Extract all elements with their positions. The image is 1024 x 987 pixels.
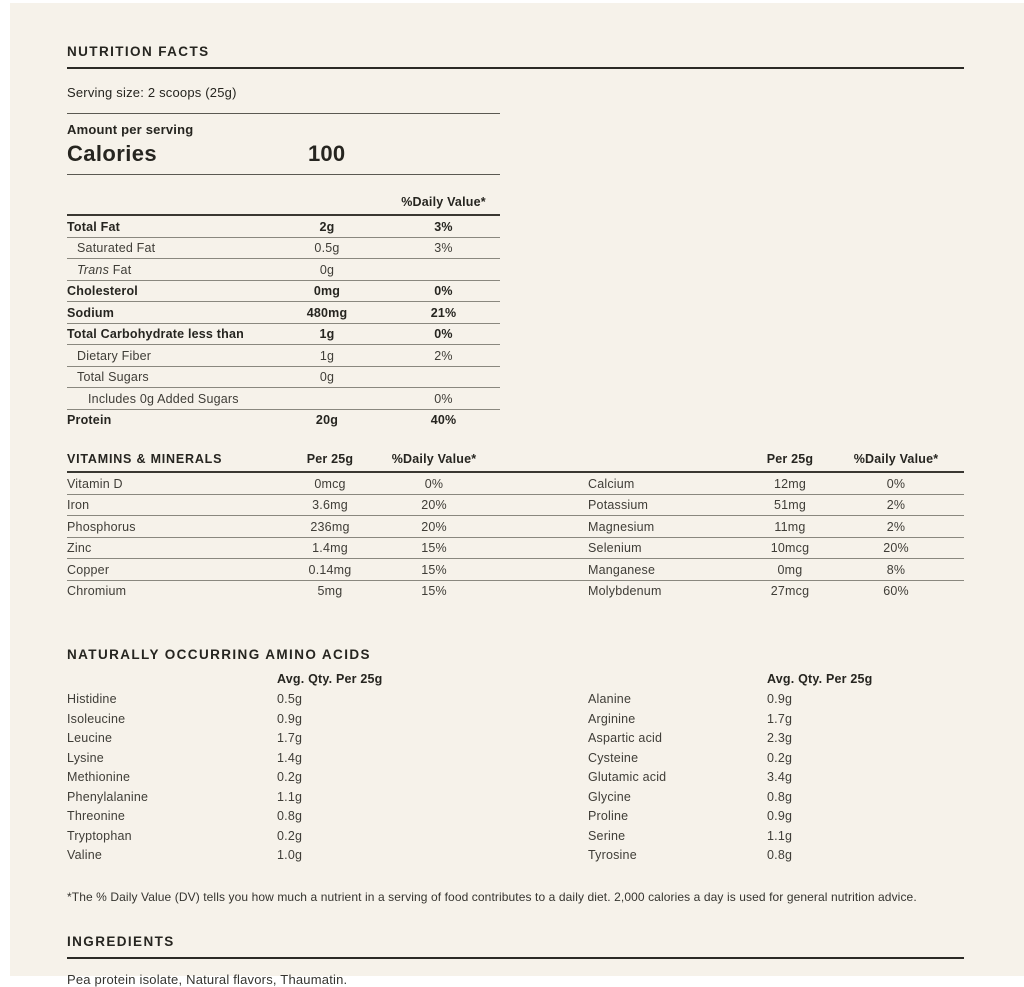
- vitamins-dv-header-left: %Daily Value*: [391, 452, 477, 466]
- vitamins-qty-header-left: Per 25g: [306, 452, 354, 466]
- ingredients-title: INGREDIENTS: [67, 934, 964, 959]
- amino-acid-name: Leucine: [67, 731, 113, 745]
- vitamin-name: Potassium: [588, 498, 649, 512]
- nutrient-name: Saturated Fat: [77, 241, 156, 255]
- amino-acids-table: [67, 672, 964, 868]
- vitamin-daily-value: 0%: [886, 476, 906, 491]
- amino-acid-qty: 0.8g: [767, 848, 793, 862]
- vitamin-daily-value: 8%: [886, 562, 906, 577]
- amino-qty-header-left: Avg. Qty. Per 25g: [277, 672, 383, 686]
- amino-acid-row: [67, 848, 964, 868]
- amino-acid-qty: 0.9g: [767, 692, 793, 706]
- nutrient-row: [67, 238, 500, 260]
- amino-acid-qty: 1.7g: [767, 711, 793, 726]
- ingredients-list: Pea protein isolate, Natural flavors, Thaumatin.: [67, 971, 348, 987]
- vitamin-qty: 10mcg: [770, 541, 810, 555]
- nutrient-daily-value: 3%: [434, 241, 453, 255]
- nutrient-daily-value: 40%: [430, 413, 457, 427]
- nutrient-amount: 1g: [319, 348, 335, 363]
- nutrient-name: Trans Fat: [77, 262, 132, 277]
- amino-acid-name: Phenylalanine: [67, 789, 149, 804]
- vitamin-row: [67, 559, 964, 581]
- amino-acid-qty: 1.0g: [277, 848, 303, 862]
- vitamin-name: Zinc: [67, 541, 92, 555]
- serving-size: Serving size: 2 scoops (25g): [67, 85, 500, 114]
- nutrient-row: [67, 216, 500, 238]
- vitamins-dv-header-right: %Daily Value*: [853, 452, 939, 466]
- vitamin-name: Chromium: [67, 584, 127, 598]
- vitamin-name: Magnesium: [588, 519, 655, 534]
- amino-acid-name: Serine: [588, 828, 626, 843]
- nutrient-name: Dietary Fiber: [77, 348, 152, 363]
- vitamins-header-spacer: [588, 452, 732, 466]
- nutrient-daily-value: 0%: [434, 327, 453, 341]
- vitamin-name: Manganese: [588, 562, 656, 577]
- amino-acids-title: NATURALLY OCCURRING AMINO ACIDS: [67, 647, 371, 662]
- amino-acid-name: Arginine: [588, 711, 636, 726]
- amino-acid-qty: 0.8g: [767, 789, 793, 804]
- vitamin-row-spacer: [944, 498, 964, 512]
- vitamin-daily-value: 2%: [886, 498, 906, 512]
- vitamin-row-spacer: [478, 520, 588, 534]
- amino-acid-name: Cysteine: [588, 750, 639, 765]
- amino-acid-qty: 1.1g: [277, 789, 303, 804]
- nutrient-row: [67, 367, 500, 389]
- vitamin-row: [67, 516, 964, 538]
- vitamin-name: Iron: [67, 498, 90, 512]
- amino-acid-name: Proline: [588, 809, 629, 823]
- amino-acid-row: [67, 712, 964, 732]
- vitamins-minerals-table: [67, 452, 964, 601]
- amino-acid-qty: 1.4g: [277, 750, 303, 765]
- amino-acid-qty: 0.2g: [277, 828, 303, 843]
- vitamin-qty: 5mg: [317, 584, 343, 598]
- amino-acid-row: [67, 770, 964, 790]
- nutrient-amount: 2g: [319, 219, 335, 234]
- vitamin-row-spacer: [944, 520, 964, 534]
- nutrient-name: Cholesterol: [67, 284, 138, 298]
- nutrient-name: Total Sugars: [77, 370, 149, 384]
- vitamin-row: [67, 581, 964, 602]
- nutrient-daily-value: [387, 263, 500, 277]
- amino-acid-row: [67, 751, 964, 771]
- vitamin-qty: 0.14mg: [308, 562, 352, 577]
- amino-header-spacer: [588, 672, 767, 692]
- vitamin-qty: 1.4mg: [312, 541, 348, 555]
- vitamin-qty: 27mcg: [770, 584, 810, 598]
- vitamin-daily-value: 15%: [421, 584, 447, 598]
- nutrient-daily-value: 0%: [434, 284, 453, 298]
- daily-value-header: %Daily Value*: [401, 195, 486, 209]
- amino-acid-qty: 0.8g: [277, 809, 303, 823]
- nutrient-daily-value: 3%: [434, 219, 453, 234]
- vitamin-row-spacer: [944, 541, 964, 555]
- amino-acid-name: Aspartic acid: [588, 731, 663, 745]
- nutrition-facts-table: [67, 195, 500, 430]
- amino-acid-name: Isoleucine: [67, 711, 126, 726]
- calories-label: Calories: [67, 141, 158, 166]
- amino-acid-qty: 0.9g: [767, 809, 793, 823]
- vitamin-name: Calcium: [588, 476, 635, 491]
- amino-acid-qty: 1.7g: [277, 731, 303, 745]
- vitamins-title: VITAMINS & MINERALS: [67, 452, 223, 466]
- nutrition-label: [67, 3, 964, 987]
- vitamin-row-spacer: [478, 477, 588, 491]
- vitamin-row: [67, 495, 964, 517]
- vitamin-row-spacer: [944, 584, 964, 598]
- nutrient-name: Sodium: [67, 305, 115, 320]
- amino-acid-name: Histidine: [67, 692, 117, 706]
- daily-value-footnote: *The % Daily Value (DV) tells you how much a nutrient in a serving of food contributes to a daily diet. 2,000 calories a day is used for general nutrition advice.: [67, 889, 917, 904]
- vitamin-name: Phosphorus: [67, 519, 136, 534]
- nutrient-amount: 20g: [315, 413, 339, 427]
- vitamin-row-spacer: [944, 477, 964, 491]
- vitamin-daily-value: 20%: [883, 541, 909, 555]
- vitamin-qty: 3.6mg: [312, 498, 348, 512]
- nutrient-amount: 0.5g: [314, 241, 340, 255]
- amino-qty-header-right: Avg. Qty. Per 25g: [767, 672, 873, 686]
- amino-acid-name: Lysine: [67, 750, 104, 765]
- amino-acid-row: [67, 829, 964, 849]
- amino-acid-qty: 0.2g: [767, 750, 793, 765]
- vitamin-daily-value: 20%: [421, 519, 447, 534]
- vitamin-row-spacer: [944, 563, 964, 577]
- amino-acid-qty: 2.3g: [767, 731, 793, 745]
- vitamin-qty: 12mg: [773, 476, 807, 491]
- vitamin-daily-value: 2%: [886, 519, 906, 534]
- vitamin-qty: 11mg: [774, 519, 806, 534]
- vitamins-qty-header-right: Per 25g: [766, 452, 814, 466]
- vitamin-name: Vitamin D: [67, 476, 123, 491]
- nutrient-daily-value: 0%: [434, 391, 453, 406]
- nutrient-row: [67, 259, 500, 281]
- vitamin-row-spacer: [478, 584, 588, 598]
- amino-acid-row: [67, 692, 964, 712]
- nutrient-amount: 0g: [319, 262, 335, 277]
- amino-table-header: [67, 672, 964, 692]
- nutrient-row: [67, 388, 500, 410]
- amino-acid-name: Glutamic acid: [588, 770, 667, 784]
- nutrient-daily-value: 2%: [434, 348, 453, 363]
- vitamin-row: [67, 538, 964, 560]
- vitamins-header-spacer: [478, 452, 588, 466]
- nutrient-row: [67, 281, 500, 303]
- vitamin-daily-value: 60%: [883, 584, 909, 598]
- vitamin-row: [67, 473, 964, 495]
- amino-acid-qty: 0.2g: [277, 770, 303, 784]
- nutrient-amount: 0mg: [313, 284, 341, 298]
- vitamin-row-spacer: [478, 563, 588, 577]
- nutrient-name: Total Fat: [67, 219, 120, 234]
- nutrient-daily-value: 21%: [430, 305, 457, 320]
- nutrient-amount: 1g: [319, 327, 335, 341]
- nutrient-row: [67, 410, 500, 431]
- vitamin-row-spacer: [478, 498, 588, 512]
- amino-acid-name: Valine: [67, 848, 103, 862]
- amino-acid-qty: 1.1g: [767, 828, 793, 843]
- nutrient-name: Protein: [67, 413, 112, 427]
- amino-acid-qty: 3.4g: [767, 770, 793, 784]
- vitamin-daily-value: 20%: [421, 498, 447, 512]
- nutrient-name: Includes 0g Added Sugars: [88, 391, 239, 406]
- nutrient-row: [67, 345, 500, 367]
- amino-acid-qty: 0.9g: [277, 711, 303, 726]
- nutrient-amount: 0g: [319, 370, 335, 384]
- page-title: NUTRITION FACTS: [67, 44, 964, 69]
- amino-acid-qty: 0.5g: [277, 692, 303, 706]
- vitamin-qty: 51mg: [773, 498, 807, 512]
- vitamin-row-spacer: [478, 541, 588, 555]
- amount-per-serving-label: Amount per serving: [67, 122, 194, 137]
- amino-acid-name: Tyrosine: [588, 848, 637, 862]
- calories-row: [67, 141, 500, 175]
- vitamin-qty: 236mg: [310, 519, 350, 534]
- vitamin-name: Molybdenum: [588, 584, 662, 598]
- vitamin-name: Copper: [67, 562, 110, 577]
- vitamin-daily-value: 15%: [421, 541, 447, 555]
- nutrient-amount: 480mg: [306, 305, 348, 320]
- amino-acid-name: Alanine: [588, 692, 632, 706]
- nutrient-daily-value: [387, 370, 500, 384]
- amino-acid-name: Methionine: [67, 770, 131, 784]
- nutrient-amount: [267, 392, 387, 406]
- vitamin-daily-value: 0%: [424, 476, 444, 491]
- vitamins-header-spacer: [944, 452, 964, 466]
- amino-acid-row: [67, 790, 964, 810]
- amino-acid-row: [67, 731, 964, 751]
- nutrient-row: [67, 302, 500, 324]
- calories-value: 100: [308, 141, 346, 166]
- vitamin-qty: 0mg: [777, 562, 803, 577]
- amino-acid-name: Threonine: [67, 809, 126, 823]
- amino-acid-row: [67, 809, 964, 829]
- vitamin-daily-value: 15%: [421, 562, 447, 577]
- vitamin-name: Selenium: [588, 541, 642, 555]
- nutrient-name: Total Carbohydrate less than: [67, 327, 244, 341]
- nutrition-header-spacer: [67, 195, 267, 209]
- vitamins-table-header: [67, 452, 964, 473]
- nutrition-table-header: [67, 195, 500, 216]
- amino-acid-name: Tryptophan: [67, 828, 132, 843]
- nutrition-header-spacer: [267, 195, 387, 209]
- nutrition-label-panel: [10, 3, 1024, 987]
- vitamin-qty: 0mcg: [314, 476, 346, 491]
- amino-acid-name: Glycine: [588, 789, 632, 804]
- amino-header-spacer: [67, 672, 277, 692]
- nutrient-row: [67, 324, 500, 346]
